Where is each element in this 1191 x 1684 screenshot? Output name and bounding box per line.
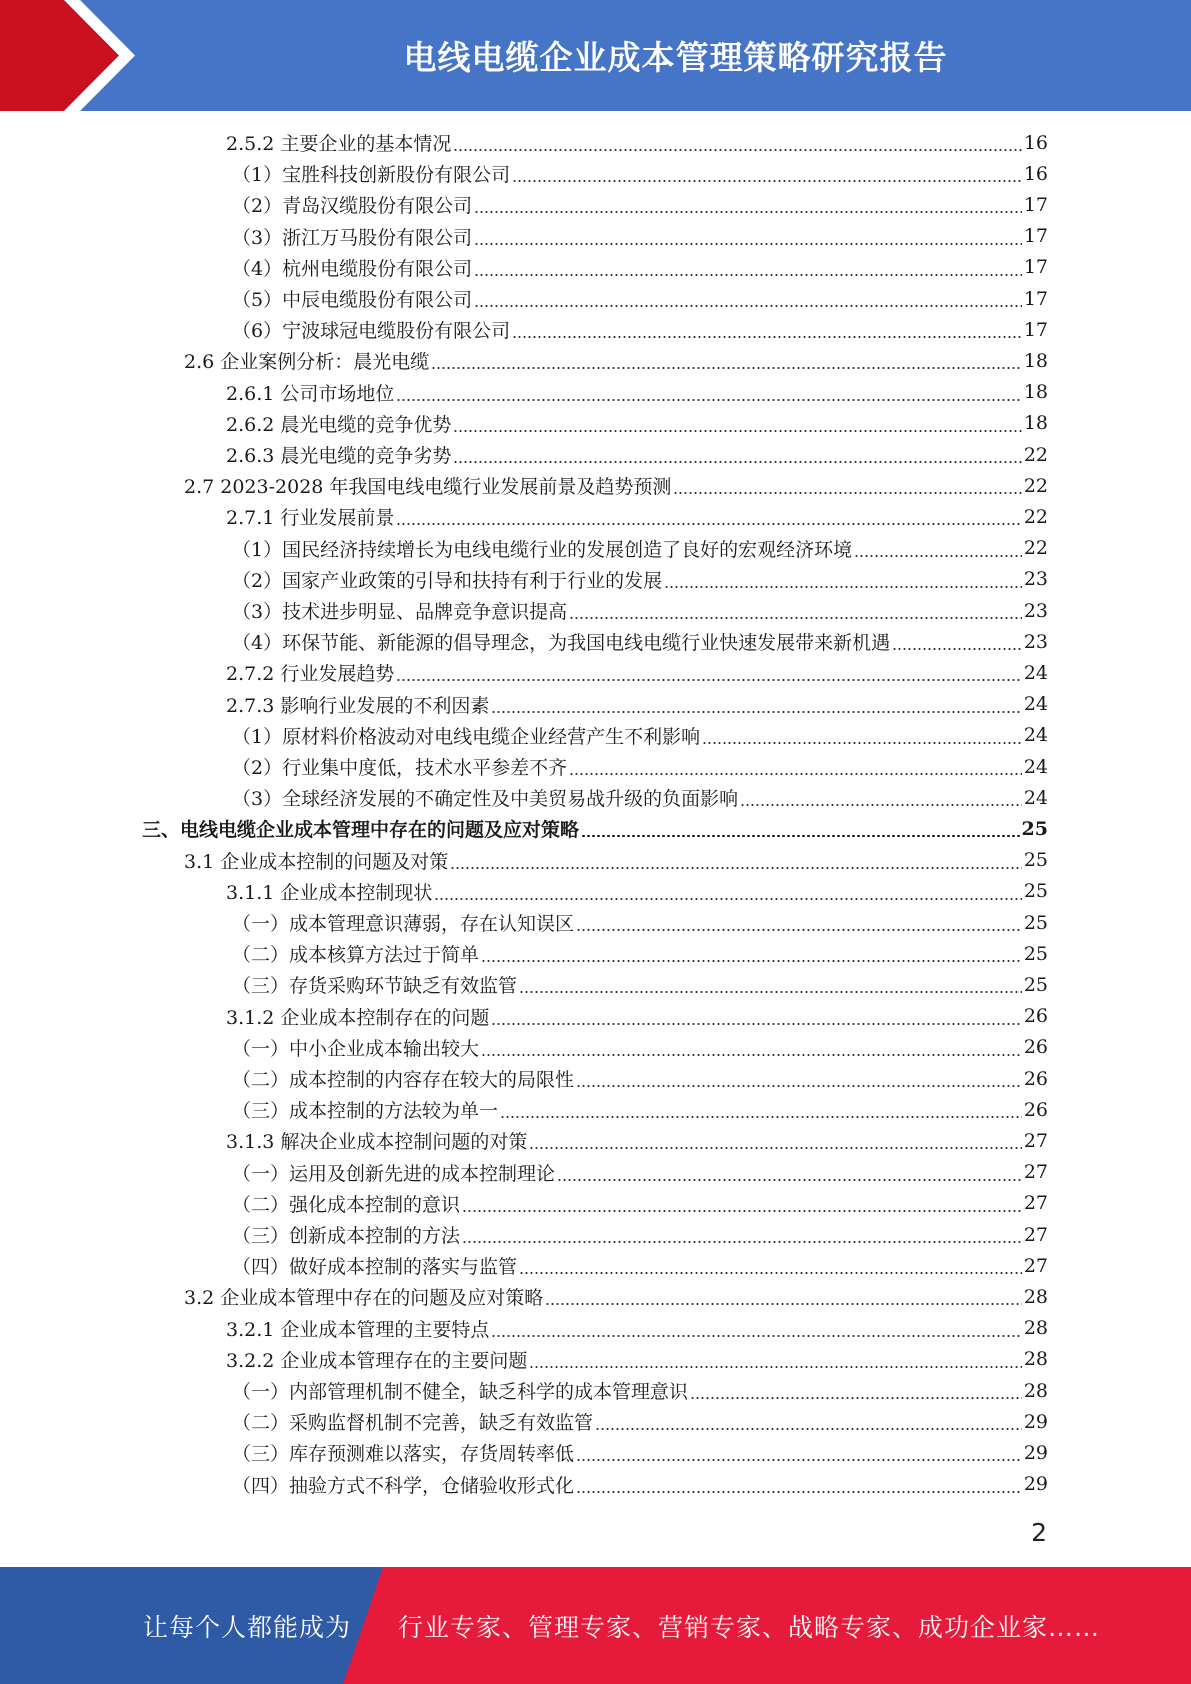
toc-entry-title: 2.7.1 行业发展前景 <box>226 507 395 530</box>
toc-entry[interactable] <box>0 720 1048 751</box>
toc-entry-page: 25 <box>1021 817 1048 840</box>
toc-entry[interactable] <box>0 813 1048 844</box>
toc-entry-page: 25 <box>1023 849 1048 872</box>
toc-entry-page: 27 <box>1023 1223 1048 1246</box>
toc-leader-dots <box>519 991 1022 993</box>
toc-entry-page: 16 <box>1023 131 1048 154</box>
toc-leader-dots <box>431 367 1022 369</box>
toc-entry[interactable] <box>0 408 1048 439</box>
toc-entry-title: （二）成本核算方法过于简单 <box>232 944 480 967</box>
toc-entry-title: （6）宁波球冠电缆股份有限公司 <box>232 320 511 343</box>
toc-entry-page: 28 <box>1023 1379 1048 1402</box>
toc-leader-dots <box>462 1241 1022 1243</box>
toc-entry-title: （4）环保节能、新能源的倡导理念，为我国电线电缆行业快速发展带来新机遇 <box>232 632 891 655</box>
toc-leader-dots <box>481 1054 1022 1056</box>
report-title: 电线电缆企业成本管理策略研究报告 <box>403 38 948 77</box>
toc-entry-page: 25 <box>1023 880 1048 903</box>
toc-entry-page: 26 <box>1023 1036 1048 1059</box>
toc-entry-title: （四）抽验方式不科学，仓储验收形式化 <box>232 1474 575 1497</box>
toc-entry-title: （四）做好成本控制的落实与监管 <box>232 1256 518 1279</box>
toc-entry-title: （4）杭州电缆股份有限公司 <box>232 257 473 280</box>
toc-leader-dots <box>453 430 1021 432</box>
toc-leader-dots <box>581 835 1020 837</box>
toc-entry-page: 18 <box>1023 412 1048 435</box>
toc-entry[interactable] <box>0 1250 1048 1281</box>
toc-leader-dots <box>569 773 1022 775</box>
toc-leader-dots <box>512 180 1022 182</box>
toc-entry-title: （一）中小企业成本输出较大 <box>232 1037 480 1060</box>
toc-entry[interactable] <box>0 439 1048 470</box>
toc-entry-page: 23 <box>1023 630 1048 653</box>
toc-entry-title: 三、电线电缆企业成本管理中存在的问题及应对策略 <box>142 819 580 842</box>
toc-entry-page: 25 <box>1023 911 1048 934</box>
toc-leader-dots <box>529 1366 1021 1368</box>
toc-entry[interactable] <box>0 1469 1048 1500</box>
toc-leader-dots <box>453 461 1021 463</box>
toc-entry-page: 24 <box>1023 661 1048 684</box>
page-number: 2 <box>1031 1518 1047 1547</box>
toc-entry-page: 25 <box>1023 942 1048 965</box>
toc-leader-dots <box>854 555 1022 557</box>
toc-entry-title: 3.1.1 企业成本控制现状 <box>226 881 433 904</box>
toc-entry-title: （三）存货采购环节缺乏有效监管 <box>232 975 518 998</box>
toc-entry-page: 17 <box>1023 225 1048 248</box>
toc-entry-title: （5）中辰电缆股份有限公司 <box>232 289 473 311</box>
toc-entry-page: 26 <box>1023 1098 1048 1121</box>
toc-entry[interactable] <box>0 345 1048 376</box>
toc-entry-title: 2.7.2 行业发展趋势 <box>226 663 395 686</box>
toc-entry-title: 3.1 企业成本控制的问题及对策 <box>184 850 449 873</box>
toc-entry-title: 2.6.1 公司市场地位 <box>226 382 395 405</box>
toc-entry-title: （一）运用及创新先进的成本控制理论 <box>232 1162 556 1185</box>
toc-entry-title: （3）全球经济发展的不确定性及中美贸易战升级的负面影响 <box>232 788 739 811</box>
toc-entry[interactable] <box>0 283 1048 314</box>
toc-entry[interactable] <box>0 751 1048 782</box>
toc-entry[interactable] <box>0 1063 1048 1094</box>
toc-entry-page: 27 <box>1023 1161 1048 1184</box>
toc-entry[interactable] <box>0 782 1048 813</box>
toc-entry-page: 28 <box>1023 1285 1048 1308</box>
toc-entry-page: 22 <box>1023 537 1048 560</box>
toc-entry[interactable] <box>0 252 1048 283</box>
toc-leader-dots <box>664 586 1022 588</box>
toc-entry-page: 24 <box>1023 693 1048 716</box>
toc-entry-title: （三）创新成本控制的方法 <box>232 1225 461 1247</box>
toc-entry-title: （2）行业集中度低，技术水平参差不齐 <box>232 757 568 779</box>
toc-leader-dots <box>491 1023 1021 1025</box>
toc-entry-page: 28 <box>1023 1348 1048 1371</box>
toc-entry[interactable] <box>0 1032 1048 1063</box>
toc-entry[interactable] <box>0 314 1048 345</box>
toc-entry[interactable] <box>0 969 1048 1000</box>
toc-entry[interactable] <box>0 1406 1048 1437</box>
toc-entry-title: （二）采购监督机制不完善，缺乏有效监管 <box>232 1412 594 1435</box>
toc-entry-title: （2）国家产业政策的引导和扶持有利于行业的发展 <box>232 569 663 592</box>
toc-entry[interactable] <box>0 1188 1048 1219</box>
toc-entry-title: 2.5.2 主要企业的基本情况 <box>226 133 452 155</box>
toc-leader-dots <box>576 1085 1022 1087</box>
toc-entry-title: （二）成本控制的内容存在较大的局限性 <box>232 1069 575 1091</box>
footer-slogan-left: 让每个人都能成为 <box>143 1612 352 1642</box>
toc-leader-dots <box>481 960 1022 962</box>
toc-entry[interactable] <box>0 1219 1048 1250</box>
toc-entry-title: 2.6.3 晨光电缆的竞争劣势 <box>226 445 452 467</box>
toc-leader-dots <box>462 1210 1022 1212</box>
toc-entry-page: 24 <box>1023 755 1048 778</box>
toc-entry[interactable] <box>0 158 1048 189</box>
toc-entry-page: 22 <box>1023 505 1048 528</box>
toc-entry-title: （三）成本控制的方法较为单一 <box>232 1100 499 1123</box>
toc-entry[interactable] <box>0 1001 1048 1032</box>
toc-entry-page: 27 <box>1023 1192 1048 1215</box>
toc-leader-dots <box>673 492 1021 494</box>
toc-entry-page: 22 <box>1023 443 1048 466</box>
toc-entry-page: 17 <box>1023 318 1048 341</box>
toc-leader-dots <box>545 1303 1022 1305</box>
toc-entry-page: 23 <box>1023 568 1048 591</box>
toc-entry[interactable] <box>0 876 1048 907</box>
toc-entry-title: 3.2.1 企业成本管理的主要特点 <box>226 1318 490 1341</box>
toc-entry-page: 27 <box>1023 1254 1048 1277</box>
toc-leader-dots <box>500 1116 1022 1118</box>
toc-entry[interactable] <box>0 1157 1048 1188</box>
toc-entry[interactable] <box>0 501 1048 532</box>
toc-entry[interactable] <box>0 470 1048 501</box>
header-chevron-icon <box>0 0 200 111</box>
toc-entry-title: （三）库存预测难以落实，存货周转率低 <box>232 1443 575 1466</box>
toc-entry-page: 24 <box>1023 724 1048 747</box>
toc-entry[interactable] <box>0 1375 1048 1406</box>
toc-entry-title: （1）宝胜科技创新股份有限公司 <box>232 164 511 187</box>
toc-entry[interactable] <box>0 189 1048 220</box>
toc-entry-title: （3）浙江万马股份有限公司 <box>232 226 473 249</box>
toc-entry[interactable] <box>0 626 1048 657</box>
toc-entry[interactable] <box>0 1281 1048 1312</box>
toc-entry-page: 18 <box>1023 349 1048 372</box>
toc-leader-dots <box>474 305 1022 307</box>
toc-entry[interactable] <box>0 377 1048 408</box>
toc-entry-page: 17 <box>1023 287 1048 310</box>
toc-entry-page: 27 <box>1023 1129 1048 1152</box>
toc-entry-page: 17 <box>1023 256 1048 279</box>
toc-leader-dots <box>576 1459 1022 1461</box>
toc-entry[interactable] <box>0 1344 1048 1375</box>
toc-entry-title: 2.7.3 影响行业发展的不利因素 <box>226 694 490 717</box>
toc-leader-dots <box>519 1272 1022 1274</box>
toc-entry-title: （二）强化成本控制的意识 <box>232 1193 461 1216</box>
toc-leader-dots <box>396 523 1021 525</box>
toc-leader-dots <box>569 617 1022 619</box>
toc-entry-page: 29 <box>1023 1410 1048 1433</box>
toc-leader-dots <box>396 679 1021 681</box>
toc-leader-dots <box>576 929 1022 931</box>
toc-entry-title: （3）技术进步明显、品牌竞争意识提高 <box>232 601 568 623</box>
toc-entry[interactable] <box>0 1125 1048 1156</box>
toc-leader-dots <box>576 1491 1022 1493</box>
toc-leader-dots <box>690 1397 1022 1399</box>
footer-slogan-right: 行业专家、管理专家、营销专家、战略专家、成功企业家…… <box>398 1612 1101 1642</box>
toc-leader-dots <box>740 804 1022 806</box>
toc-entry[interactable] <box>0 1313 1048 1344</box>
toc-entry-title: （1）原材料价格波动对电线电缆企业经营产生不利影响 <box>232 725 701 748</box>
toc-leader-dots <box>702 742 1022 744</box>
toc-entry-page: 23 <box>1023 599 1048 622</box>
toc-entry-page: 26 <box>1023 1067 1048 1090</box>
toc-leader-dots <box>396 399 1021 401</box>
toc-entry-page: 29 <box>1023 1473 1048 1496</box>
toc-entry-title: （一）内部管理机制不健全，缺乏科学的成本管理意识 <box>232 1381 689 1403</box>
toc-entry[interactable] <box>0 564 1048 595</box>
toc-entry[interactable] <box>0 689 1048 720</box>
toc-leader-dots <box>491 1335 1021 1337</box>
toc-entry-page: 17 <box>1023 193 1048 216</box>
toc-entry-page: 26 <box>1023 1005 1048 1028</box>
toc-entry[interactable] <box>0 127 1048 158</box>
toc-entry-title: 2.6 企业案例分析：晨光电缆 <box>184 351 430 374</box>
toc-entry-title: （2）青岛汉缆股份有限公司 <box>232 195 473 218</box>
toc-leader-dots <box>434 898 1021 900</box>
toc-entry-title: 3.1.3 解决企业成本控制问题的对策 <box>226 1131 528 1154</box>
toc-leader-dots <box>474 243 1022 245</box>
toc-entry-title: 3.1.2 企业成本控制存在的问题 <box>226 1006 490 1029</box>
toc-leader-dots <box>892 648 1022 650</box>
page-footer <box>0 1567 1191 1684</box>
toc-entry[interactable] <box>0 657 1048 688</box>
toc-entry-title: 2.6.2 晨光电缆的竞争优势 <box>226 413 452 436</box>
toc-entry-page: 29 <box>1023 1441 1048 1464</box>
toc-entry[interactable] <box>0 845 1048 876</box>
toc-leader-dots <box>450 867 1022 869</box>
toc-entry[interactable] <box>0 938 1048 969</box>
toc-leader-dots <box>557 1179 1022 1181</box>
toc-entry[interactable] <box>0 221 1048 252</box>
toc-entry-title: （一）成本管理意识薄弱，存在认知误区 <box>232 913 575 935</box>
toc-entry-page: 25 <box>1023 973 1048 996</box>
toc-entry-page: 28 <box>1023 1317 1048 1340</box>
toc-entry-title: （1）国民经济持续增长为电线电缆行业的发展创造了良好的宏观经济环境 <box>232 538 853 561</box>
toc-leader-dots <box>474 274 1022 276</box>
toc-entry-page: 22 <box>1023 474 1048 497</box>
toc-leader-dots <box>512 336 1022 338</box>
toc-entry[interactable] <box>0 907 1048 938</box>
page-header <box>0 0 1191 111</box>
toc-leader-dots <box>529 1147 1021 1149</box>
toc-entry[interactable] <box>0 533 1048 564</box>
toc-leader-dots <box>491 711 1021 713</box>
toc-leader-dots <box>474 211 1022 213</box>
toc-entry-page: 24 <box>1023 786 1048 809</box>
toc-entry-page: 16 <box>1023 162 1048 185</box>
toc-leader-dots <box>453 149 1021 151</box>
toc-entry[interactable] <box>0 1437 1048 1468</box>
toc-entry[interactable] <box>0 1094 1048 1125</box>
toc-leader-dots <box>595 1428 1022 1430</box>
toc-entry-title: 3.2.2 企业成本管理存在的主要问题 <box>226 1349 528 1372</box>
toc-entry[interactable] <box>0 595 1048 626</box>
toc-entry-page: 18 <box>1023 381 1048 404</box>
toc-entry-title: 3.2 企业成本管理中存在的问题及应对策略 <box>184 1287 544 1310</box>
toc-entry-title: 2.7 2023-2028 年我国电线电缆行业发展前景及趋势预测 <box>184 476 672 499</box>
